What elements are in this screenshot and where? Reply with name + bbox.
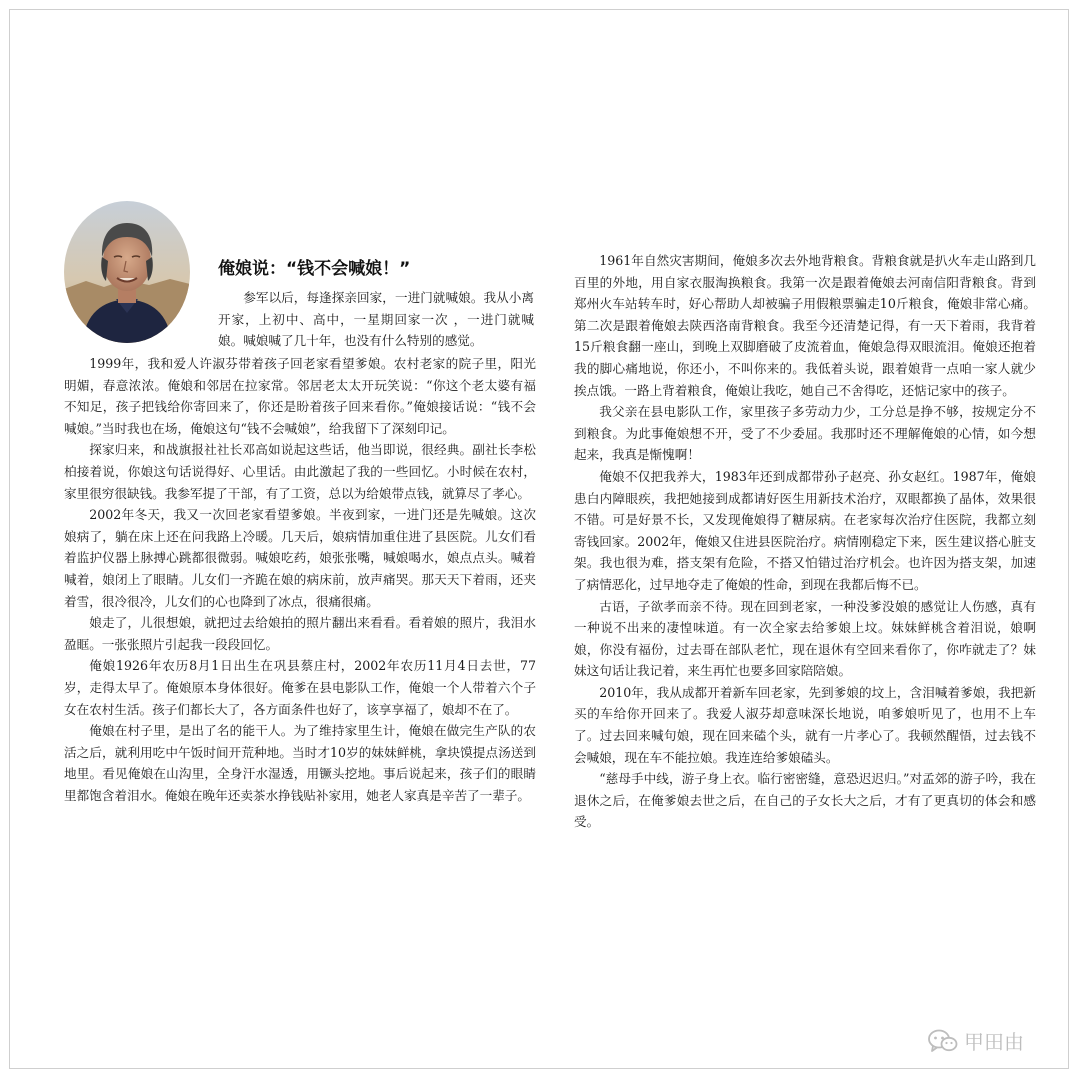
paragraph: 古语，子欲孝而亲不待。现在回到老家，一种没爹没娘的感觉让人伤感，真有一种说不出来的凄惶味道。有一次全家去给爹娘上坟。妹妹鲜桃含着泪说，娘啊娘，你没有福份，过去哥在部队老忙，现在退休有空回来看你了，你咋就走了？妹妹这句话让我记着，来生再忙也要多回家陪陪娘。 [574,598,1036,679]
intro-paragraph: 参军以后，每逢探亲回家，一进门就喊娘。我从小离开家，上初中、高中，一星期回家一次 ，一进门就喊娘。喊娘喊了几十年，也没有什么特别的感觉。 [218,290,534,349]
paragraph: 2002年冬天，我又一次回老家看望爹娘。半夜到家，一进门还是先喊娘。这次娘病了，躺在床上还在问我路上冷暖。几天后，娘病情加重住进了县医院。儿女们看着监护仪器上脉搏心跳都很微弱。喊娘吃药，娘张张嘴，喊娘喝水，娘点点头。喊着喊着，娘闭上了眼睛。儿女们一齐跪在娘的病床前，放声痛哭。那天天下着雨，还夹着雪，很冷很冷，儿女们的心也降到了冰点，很痛很痛。 [64,507,536,609]
article-intro [218,287,534,352]
right-column [574,250,1036,833]
watermark-text: 甲田由 [964,1030,1024,1054]
paragraph: 娘走了，儿很想娘，就把过去给娘拍的照片翻出来看看。看着娘的照片，我泪水盈眶。一张张照片引起我一段段回忆。 [64,615,536,652]
wechat-icon [928,1029,958,1053]
paragraph: 俺娘不仅把我养大，1983年还到成都带孙子赵亮、孙女赵红。1987年，俺娘患白内障眼疾，我把她接到成都请好医生用新技术治疗，双眼都换了晶体，效果很不错。可是好景不长，又发现俺娘得了糖尿病。在老家每次治疗住医院，我都立刻寄钱回家。2002年，俺娘又住进县医院治疗。病情刚稳定下来，医生建议搭心脏支架。我也很为难，搭支架有危险，不搭又怕错过治疗机会。也许因为搭支架，加速了病情恶化，过早地夺走了俺娘的性命，到现在我都后悔不已。 [574,468,1036,592]
paragraph: 俺娘1926年农历8月1日出生在巩县蔡庄村，2002年农历11月4日去世，77岁，走得太早了。俺娘原本身体很好。俺爹在县电影队工作，俺娘一个人带着六个子女在农村生活。孩子们都长大了，各方面条件也好了，该享享福了，娘却不在了。 [64,658,536,717]
paragraph: 2010年，我从成都开着新车回老家，先到爹娘的坟上，含泪喊着爹娘，我把新买的车给你开回来了。我爱人淑芬却意味深长地说，咱爹娘听见了，也用不上车了。过去回来喊句娘，现在回来磕个头，就有一片孝心了。我顿然醒悟，过去钱不会喊娘，现在车不能拉娘。我连连给爹娘磕头。 [574,684,1036,765]
page [9,9,1069,1069]
paragraph: 1999年，我和爱人许淑芬带着孩子回老家看望爹娘。农村老家的院子里，阳光明媚，春意浓浓。俺娘和邻居在拉家常。邻居老太太开玩笑说：“你这个老太婆有福不知足，孩子把钱给你寄回来了，你还是盼着孩子回来看你。”俺娘接话说：“钱不会喊娘。”当时我也在场，俺娘这句“钱不会喊娘”，给我留下了深刻印记。 [64,356,536,436]
paragraph: 我父亲在县电影队工作，家里孩子多劳动力少，工分总是挣不够，按规定分不到粮食。为此事俺娘想不开，受了不少委屈。我那时还不理解俺娘的心情，如今想起来，我真是惭愧啊！ [574,404,1036,463]
paragraph: 探家归来，和战旗报社社长邓高如说起这些话，他当即说，很经典。副社长李松柏接着说，你娘这句话说得好、心里话。由此激起了我的一些回忆。小时候在农村，家里很穷很缺钱。我参军提了干部，有了工资，总以为给娘带点钱，就算尽了孝心。 [64,442,536,501]
portrait-photo [64,201,190,343]
paragraph: 俺娘在村子里，是出了名的能干人。为了维持家里生计，俺娘在做完生产队的农活之后，就利用吃中午饭时间开荒种地。当时才10岁的妹妹鲜桃，拿块馍提点汤送到地里。看见俺娘在山沟里，全身汗水湿透，用镢头挖地。事后说起来，孩子们的眼睛里都饱含着泪水。俺娘在晚年还卖茶水挣钱贴补家用，她老人家真是辛苦了一辈子。 [64,723,536,803]
paragraph: “慈母手中线，游子身上衣。临行密密缝，意恐迟迟归。”对孟郊的游子吟，我在退休之后，在俺爹娘去世之后，在自己的子女长大之后，才有了更真切的体会和感受。 [574,771,1036,830]
left-column [64,353,536,806]
watermark [928,1026,1024,1055]
article-title: 俺娘说：“钱不会喊娘！” [218,259,411,279]
paragraph: 1961年自然灾害期间，俺娘多次去外地背粮食。背粮食就是扒火车走山路到几百里的外地，用自家衣服淘换粮食。我第一次是跟着俺娘去河南信阳背粮食。背到郑州火车站转车时，好心帮助人却被骗子用假粮票骗走10斤粮食，俺娘非常心痛。第二次是跟着俺娘去陕西洛南背粮食。我至今还清楚记得，有一天下着雨，我背着15斤粮食翻一座山，到晚上双脚磨破了皮流着血，俺娘急得双眼流泪。俺娘还抱着我的脚心痛地说，你还小，不叫你来的。我低着头说，跟着娘背一点咱一家人就少挨点饿。一路上背着粮食，俺娘让我吃，她自己不舍得吃，还惦记家中的孩子。 [574,253,1036,398]
